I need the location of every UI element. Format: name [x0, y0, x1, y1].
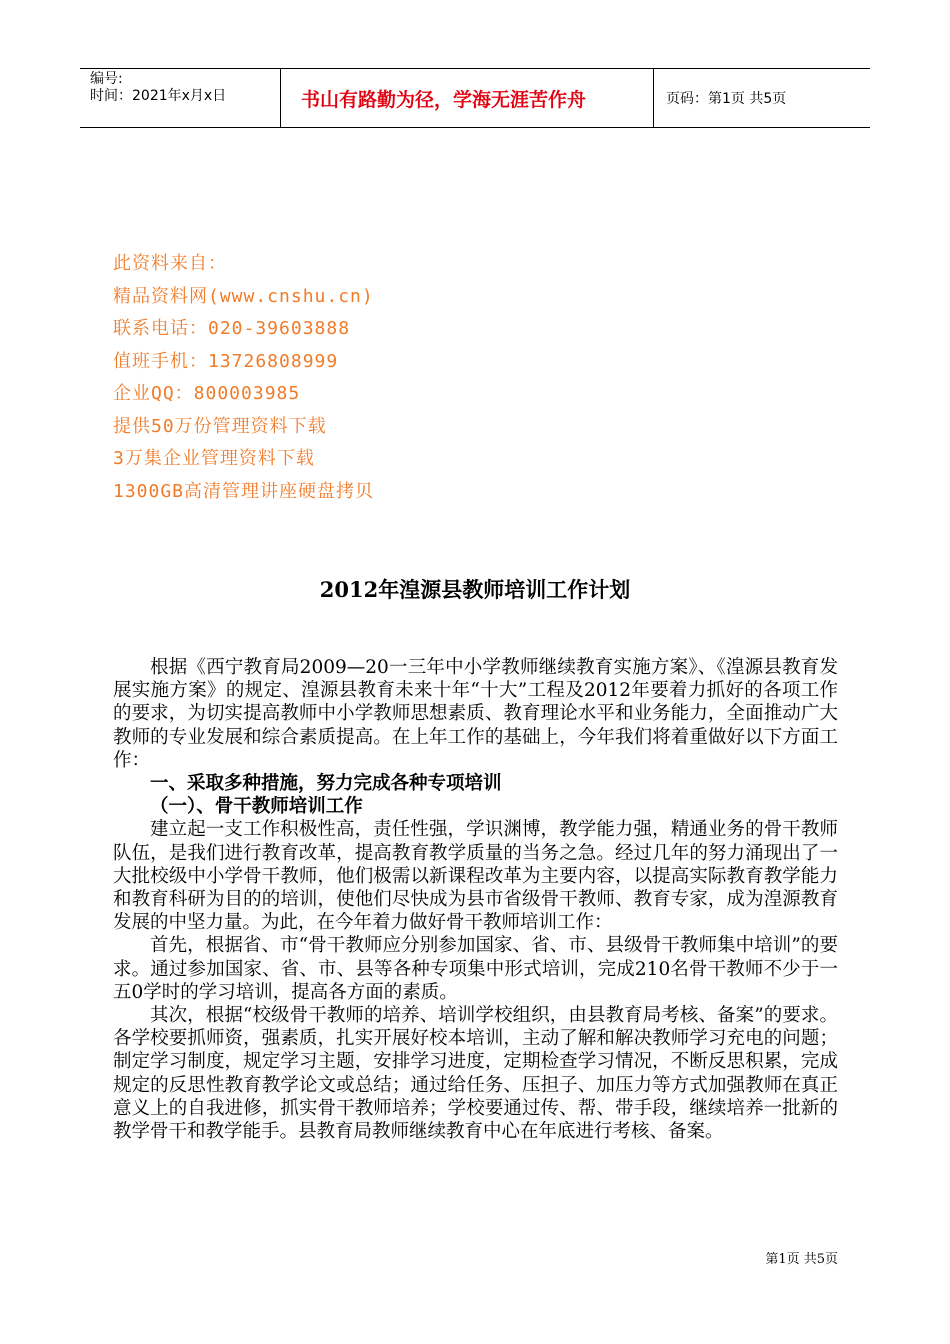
source-line: 3万集企业管理资料下载 — [113, 448, 315, 469]
source-line: 联系电话：020-39603888 — [113, 318, 351, 339]
source-info-block — [113, 248, 374, 508]
header-page-cell — [654, 69, 870, 127]
source-line: 值班手机：13726808999 — [113, 350, 339, 372]
header-page-label: 页码：第1页 共5页 — [666, 91, 787, 107]
footer-page-number: 第1页 共5页 — [765, 1252, 838, 1267]
source-line: 1300GB高清管理讲座硬盘拷贝 — [113, 480, 375, 502]
document-body — [113, 656, 838, 1143]
paragraph: 其次，根据“校级骨干教师的培养、培训学校组织，由县教育局考核、备案”的要求。各学校要抓师资，强素质，扎实开展好校本培训，主动了解和解决教师学习充电的问题；制定学习制度，规定学习主题，安排学习进度，定期检查学习情况，不断反思积累，完成规定的反思性教育教学论文或总结；通过给任务、压担子、加压力等方式加强教师在真正意义上的自我进修，抓实骨干教师培养；学校要通过传、帮、带手段，继续培养一批新的教学骨干和教学能手。县教育局教师继续教育中心在年底进行考核、备案。 — [113, 1005, 838, 1143]
header-motto-cell — [281, 69, 654, 127]
header-meta-cell — [80, 69, 281, 127]
source-line: 精品资料网(www.cnshu.cn) — [113, 285, 374, 307]
header-table — [80, 68, 870, 128]
motto: 书山有路勤为径，学海无涯苦作舟 — [301, 88, 587, 111]
source-line: 提供50万份管理资料下载 — [113, 415, 327, 437]
paragraph: 首先，根据省、市“骨干教师应分别参加国家、省、市、县级骨干教师集中培训”的要求。通过参加国家、省、市、县等各种专项集中形式培训，完成210名骨干教师不少于一五0学时的学习培训，提高各方面的素质。 — [113, 935, 838, 1003]
number-label: 编号: — [90, 71, 123, 87]
section-heading: 一、采取多种措施，努力完成各种专项培训 — [150, 773, 502, 795]
paragraph: 根据《西宁教育局2009—20一三年中小学教师继续教育实施方案》、《湟源县教育发展实施方案》的规定、湟源县教育未来十年“十大”工程及2012年要着力抓好的各项工作的要求，为切实提高教师中小学教师思想素质、教育理论水平和业务能力，全面推动广大教师的专业发展和综合素质提高。在上年工作的基础上，今年我们将着重做好以下方面工作： — [113, 657, 838, 771]
subsection-heading: （一）、骨干教师培训工作 — [150, 796, 363, 818]
source-line: 此资料来自： — [113, 253, 227, 274]
time-label: 时间：2021年x月x日 — [90, 88, 227, 104]
document-title: 2012年湟源县教师培训工作计划 — [319, 577, 631, 602]
source-line: 企业QQ：800003985 — [113, 383, 301, 404]
paragraph: 建立起一支工作积极性高，责任性强，学识渊博，教学能力强，精通业务的骨干教师队伍，是我们进行教育改革，提高教育教学质量的当务之急。经过几年的努力涌现出了一大批校级中小学骨干教师，他们极需以新课程改革为主要内容，以提高实际教育教学能力和教育科研为目的的培训，使他们尽快成为县市省级骨干教师、教育专家，成为湟源教育发展的中坚力量。为此，在今年着力做好骨干教师培训工作： — [113, 819, 838, 934]
